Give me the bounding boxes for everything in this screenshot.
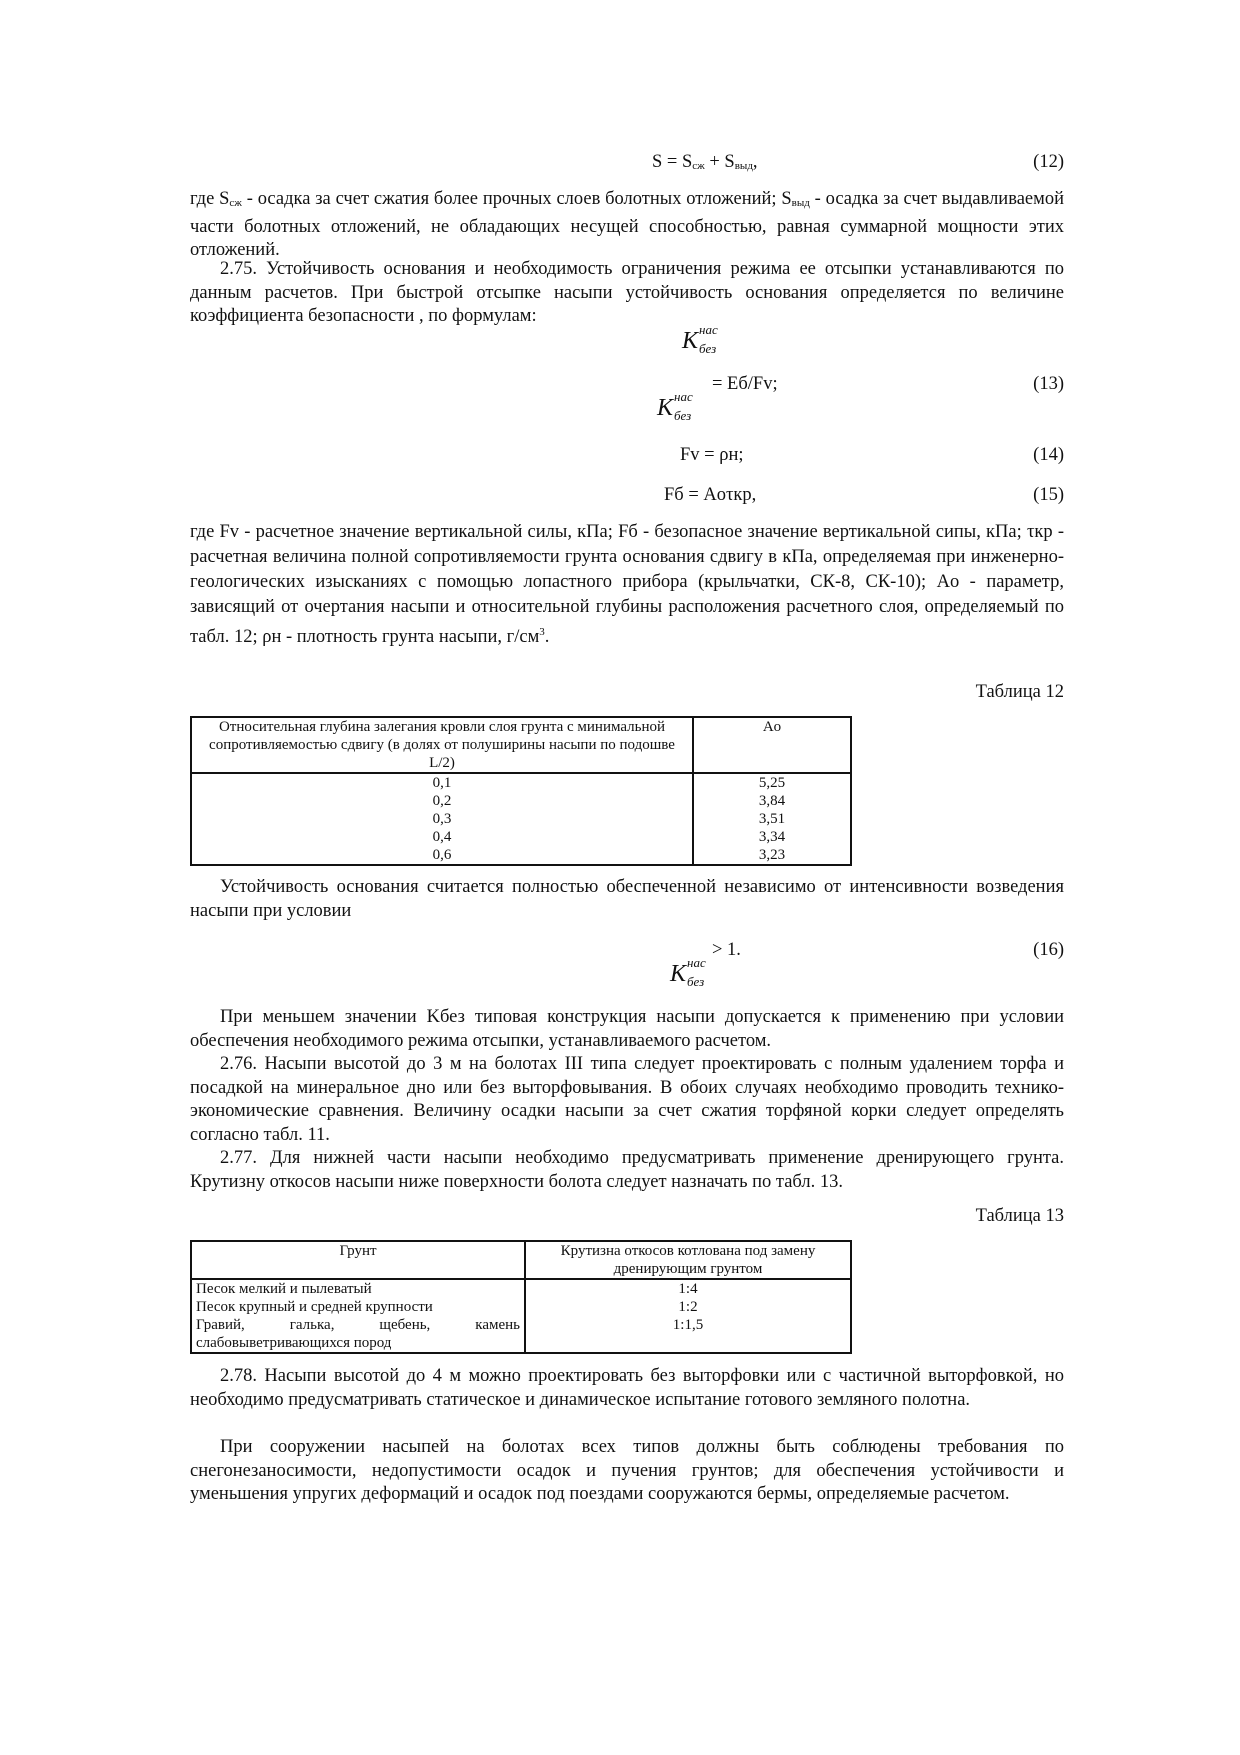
table-header-cell: Крутизна откосов котлована под замену дренирующим грунтом: [525, 1241, 851, 1279]
table-header-cell: Грунт: [191, 1241, 525, 1279]
table-row: [191, 1298, 851, 1316]
equation-16-body: > 1.: [712, 940, 741, 960]
paragraph-2-78: 2.78. Насыпи высотой до 4 м можно проектировать без выторфовки или с частичной выторфовкой, но необходимо предусматривать статическое и динамическое испытание готового земляного полотна.: [190, 1366, 1064, 1410]
equation-14: [190, 443, 1064, 467]
equation-13-number: (13): [1033, 374, 1064, 394]
k-bez-symbol-1: K нас без: [682, 322, 718, 356]
equation-15: [190, 483, 1064, 507]
table-cell: 5,25: [758, 775, 786, 791]
table-cell: Песок крупный и средней крупности: [191, 1298, 525, 1316]
table-12: [190, 716, 852, 866]
paragraph-where-1: где $S_{сж}$ - осадка за счет сжатия более прочных слоев болотных отложений; $S_{выд}$ - осадка за счет выдавливаемой части болотных отложений, не обладающих несущей способностью, равная суммарной мощности этих отложений.: [190, 189, 1064, 260]
table-cell: 3,23: [758, 847, 786, 863]
table-cell: 0,6: [191, 846, 693, 865]
equation-13: [190, 372, 1064, 396]
table-row: [191, 792, 851, 810]
table-row: [191, 828, 851, 846]
paragraph-stability: Устойчивость основания считается полностью обеспеченной независимо от интенсивности возведения насыпи при условии: [190, 877, 1064, 921]
equation-16: [190, 938, 1064, 962]
table-12-caption: Таблица 12: [975, 682, 1064, 702]
equation-12-body: $S = S_{сж} + S_{выд}$,: [652, 152, 758, 172]
equation-15-body: Fб = Aоτкр,: [664, 485, 757, 505]
paragraph-2-75: 2.75. Устойчивость основания и необходимость ограничения режима ее отсыпки устанавливаются по данным расчетов. При быстрой отсыпке насыпи устойчивость основания определяется по величине коэффициента безопасности , по формулам:: [190, 259, 1064, 326]
table-row: [191, 1316, 851, 1353]
table-cell: 0,1: [191, 773, 693, 792]
table-cell: 3,84: [758, 793, 786, 809]
k-bez-symbol-2: K нас без: [657, 389, 693, 423]
table-cell: 1:1,5: [672, 1317, 704, 1333]
paragraph-2-77: 2.77. Для нижней части насыпи необходимо предусматривать применение дренирующего грунта. Крутизну откосов насыпи ниже поверхности болота следует назначать по табл. 13.: [190, 1148, 1064, 1192]
paragraph-lesser-value: При меньшем значении Kбез типовая конструкция насыпи допускается к применению при условии обеспечения необходимого режима отсыпки, устанавливаемого расчетом.: [190, 1007, 1064, 1051]
paragraph-final: При сооружении насыпей на болотах всех типов должны быть соблюдены требования по снегонезаносимости, недопустимости осадок и пучения грунтов; для обеспечения устойчивости и уменьшения упругих деформаций и осадок под поездами сооружаются бермы, определяемые расчетом.: [190, 1437, 1064, 1504]
k-bez-symbol-3: K нас без: [670, 955, 706, 989]
table-row: [191, 846, 851, 865]
paragraph-where-2: где Fv - расчетное значение вертикальной силы, кПа; Fб - безопасное значение вертикальной сипы, кПа; τкр - расчетная величина полной сопротивляемости грунта основания сдвигу в кПа, определяемая при инженерно-геологических изысканиях с помощью лопастного прибора (крыльчатки, СК-8, СК-10); Aо - параметр, зависящий от очертания насыпи и относительной глубины расположения расчетного слоя, определяемый по табл. 12; ρн - плотность грунта насыпи, $г/см^3$.: [190, 522, 1064, 648]
equation-12-number: (12): [1033, 152, 1064, 172]
table-cell: 0,2: [191, 792, 693, 810]
table-row: [191, 810, 851, 828]
paragraph-2-76: 2.76. Насыпи высотой до 3 м на болотах III типа следует проектировать с полным удалением торфа и посадкой на минеральное дно или без выторфовывания. В обоих случаях необходимо проводить технико-экономические сравнения. Величину осадки насыпи за счет сжатия торфяной корки следует определять согласно табл. 11.: [190, 1054, 1064, 1145]
table-13-caption: Таблица 13: [975, 1206, 1064, 1226]
table-cell: 1:4: [678, 1281, 698, 1297]
equation-12: [190, 150, 1064, 174]
equation-13-body: = Eб/Fv;: [712, 374, 778, 394]
table-13: [190, 1240, 852, 1354]
table-header-row: [191, 1241, 851, 1279]
table-cell: 3,51: [758, 811, 786, 827]
table-header-cell: Aо: [693, 717, 851, 773]
table-header-row: [191, 717, 851, 773]
table-cell: Песок мелкий и пылеватый: [191, 1279, 525, 1298]
table-cell: 0,4: [191, 828, 693, 846]
table-cell: 0,3: [191, 810, 693, 828]
table-cell: 3,34: [758, 829, 786, 845]
table-row: [191, 773, 851, 792]
equation-15-number: (15): [1033, 485, 1064, 505]
table-cell: 1:2: [678, 1299, 698, 1315]
equation-14-number: (14): [1033, 445, 1064, 465]
equation-14-body: Fv = ρн;: [680, 445, 744, 465]
equation-16-number: (16): [1033, 940, 1064, 960]
table-header-cell: Относительная глубина залегания кровли слоя грунта с минимальной сопротивляемостью сдвигу (в долях от полуширины насыпи по подошве L/2): [191, 717, 693, 773]
table-row: [191, 1279, 851, 1298]
table-cell: Гравий, галька, щебень, камень слабовыветривающихся пород: [191, 1316, 525, 1353]
